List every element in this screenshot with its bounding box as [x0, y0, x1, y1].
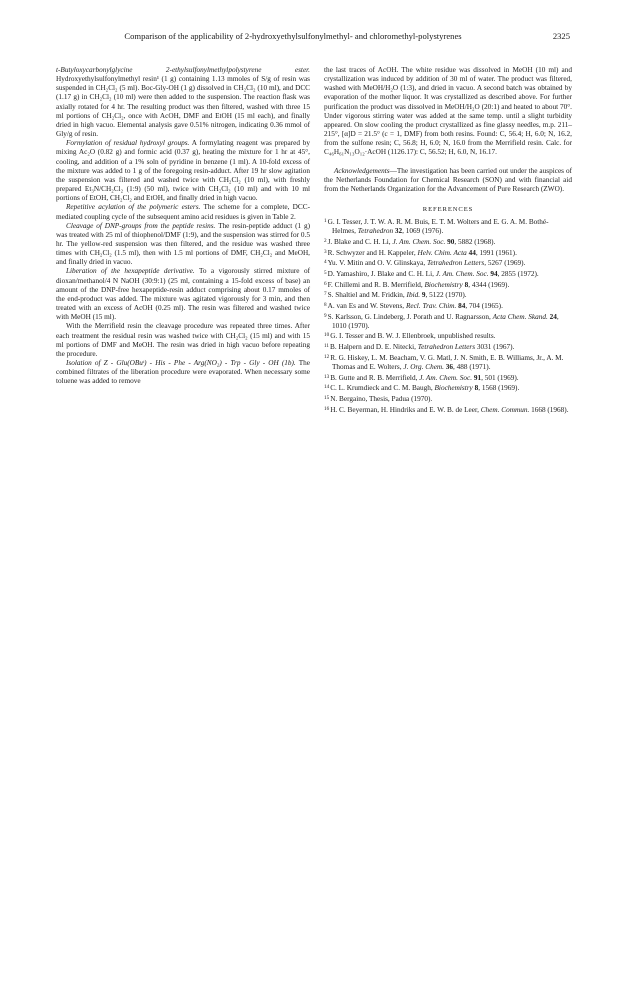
reference-item	[324, 269, 572, 279]
reference-journal: J. Am. Chem. Soc.	[392, 238, 446, 246]
paragraph-lead: Cleavage of DNP-groups from the peptide resins.	[66, 221, 216, 230]
reference-journal: Biochemistry	[434, 384, 473, 393]
paragraph-lead: Liberation of the hexapeptide derivative.	[66, 267, 195, 276]
paragraph-body: With the Merrifield resin the cleavage procedure was repeated three times. After each treatment the residual resin was washed twice with CH₂Cl₂ (15 ml) and with 15 ml portions of DMF and MeOH. The resin was dried in high vacuo before repeating the procedure.	[56, 322, 310, 358]
acknowledgements-lead: Acknowledgements	[334, 166, 390, 175]
reference-rest: , 704 (1965).	[465, 301, 503, 310]
body-paragraph	[56, 267, 310, 322]
reference-journal: Chem. Commun.	[480, 405, 530, 414]
reference-journal: J. Am. Chem. Soc.	[435, 269, 489, 278]
reference-n: 3	[324, 248, 327, 255]
reference-n: 6	[324, 280, 327, 287]
reference-volume: 9	[421, 291, 426, 300]
reference-volume: 91	[473, 373, 482, 382]
reference-n: 2	[324, 238, 327, 244]
reference-item	[324, 258, 572, 268]
reference-n: 13	[324, 373, 330, 380]
reference-rest: , 488 (1971).	[453, 362, 491, 371]
reference-authors: B. Gutte and R. B. Merrifield,	[330, 373, 420, 382]
body-paragraph	[56, 66, 310, 139]
reference-journal: J. Org. Chem.	[403, 362, 444, 371]
reference-item	[324, 290, 572, 300]
reference-journal: Acta Chem. Skand.	[492, 312, 548, 321]
reference-journal: Tetrahedron Letters	[426, 259, 485, 268]
reference-item	[324, 237, 572, 247]
reference-journal: Tetrahedron	[357, 227, 394, 236]
body-paragraph	[56, 139, 310, 203]
paragraph-body: A formylating reagent was prepared by mixing Ac₂O (0.82 g) and formic acid (0.37 g), heating the mixture for 1 hr at 45°, cooling, and addition of a 1% soln of pyridine in benzene (1 ml). A 10-fold excess of the mixture was added to 1 g of the foregoing resin-adduct. After 19 hr slow agitation the suspension was filtered and washed twice with CH₂Cl₂ (10 ml), with freshly prepared Et₃N/CH₂Cl₂ (1:9) (50 ml), twice with CH₂Cl₂ (10 ml) and with 10 ml portions of EtOH, CH₂Cl₂ and EtOH, and finally dried in high vacuo.	[56, 139, 310, 203]
reference-item	[324, 280, 572, 290]
reference-rest: , 1991 (1961).	[475, 248, 517, 257]
reference-authors: R. G. Hiskey, L. M. Beacham, V. G. Matl, J. N. Smith, E. B. Williams, Jr., A. M. Thomas and E. Wolters,	[330, 353, 564, 371]
reference-item	[324, 301, 572, 311]
paragraph-lead: Isolation of Z - Glu(OBuᵗ) - His - Phe - Arg(NO₂) - Trp - Gly - OH (1b).	[66, 359, 296, 367]
reference-authors: A. van Es and W. Stevens,	[327, 301, 406, 310]
reference-volume: 44	[468, 248, 476, 257]
reference-item	[324, 405, 572, 415]
reference-volume: 36	[445, 362, 454, 371]
reference-volume: 8	[464, 280, 469, 289]
body-paragraph	[56, 203, 310, 221]
reference-journal: Ibid.	[406, 291, 421, 300]
reference-rest: , 1010 (1970).	[332, 312, 559, 330]
reference-volume: 94	[490, 269, 498, 278]
reference-rest: 3031 (1967).	[475, 343, 515, 352]
reference-rest: , 4344 (1969).	[468, 280, 510, 289]
reference-journal: Biochemistry	[424, 280, 463, 289]
reference-item	[324, 373, 572, 383]
reference-authors: C. L. Krumdieck and C. M. Baugh,	[330, 384, 435, 393]
reference-volume: 32	[394, 227, 403, 236]
reference-authors: Yu. V. Mitin and O. V. Glinskaya,	[327, 259, 427, 268]
reference-authors: G. I. Tesser and B. W. J. Ellenbroek, unpublished results.	[330, 332, 496, 341]
reference-item	[324, 394, 572, 404]
reference-n: 8	[324, 301, 327, 308]
reference-item	[324, 312, 572, 331]
reference-journal: Recl. Trav. Chim.	[405, 301, 457, 310]
running-title: Comparison of the applicability of 2-hydroxyethylsulfonylmethyl- and chloromethyl-polystyrenes	[124, 31, 462, 41]
reference-authors: J. Blake and C. H. Li,	[327, 238, 393, 246]
reference-n: 16	[324, 405, 330, 412]
reference-rest: , 5122 (1970).	[425, 291, 467, 300]
paragraph-lead: Formylation of residual hydroxyl groups.	[66, 139, 190, 148]
reference-rest: , 2855 (1972).	[497, 269, 539, 278]
body-paragraph	[56, 222, 310, 268]
body-paragraph	[56, 359, 310, 386]
right-column	[324, 66, 572, 415]
reference-authors: F. Chillemi and R. B. Merrifield,	[327, 280, 425, 289]
reference-authors: S. Shaltiel and M. Fridkin,	[327, 291, 407, 300]
body-paragraph	[56, 322, 310, 359]
reference-authors: R. Schwyzer and H. Kappeler,	[327, 248, 418, 257]
reference-item	[324, 353, 572, 372]
running-header	[56, 31, 570, 45]
reference-n: 15	[324, 394, 330, 401]
paragraph-body: The resin-peptide adduct (1 g) was treated with 25 ml of thiophenol/DMF (1:9), and the suspension was stirred for 0.5 hr. The yellow-red suspension was then filtered, and the residue was washed three times with CH₂Cl₂ (1.5 ml), then with 1.5 ml portions of DMF, CH₂Cl₂ and MeOH, and finally dried in vacuo.	[56, 221, 310, 267]
page-number: 2325	[552, 31, 570, 41]
reference-rest: , 501 (1969).	[481, 373, 519, 382]
acknowledgements-paragraph	[324, 167, 572, 194]
acknowledgements-body: —The investigation has been carried out under the auspices of the Netherlands Foundation for Chemical Research (SON) and with financial aid from the Netherlands Organization for the Advancement of Pure Research (ZWO).	[324, 166, 572, 193]
reference-volume: 90	[447, 238, 455, 246]
reference-n: 14	[324, 384, 330, 391]
continuation-paragraph: the last traces of AcOH. The white residue was dissolved in MeOH (10 ml) and crystallization was induced by addition of 30 ml of water. The product was filtered, washed with MeOH/H₂O (1:3), and dried in vacuo. A second batch was obtained by evaporation of the mother liquor. It was crystallized as described above. For further purification the product was dissolved in MeOH/H₂O (20:1) and heated to about 70°. Under vigorous stirring water was added at the same temp. until a slight turbidity appeared. On slow cooling the product crystallized as fine glassy needles, m.p. 211–215°, [α]D = 21.5° (c = 1, DMF) from both resins. Found: C, 56.4; H, 6.0; N, 16.2, from the sulfone resin; C, 56.8; H, 6.0; N, 16.0 from the Merrifield resin. Calc. for C₄₆H₆₁N₁₃O₁₂·AcOH (1126.17): C, 56.52; H, 6.0, N, 16.17.	[324, 66, 572, 157]
reference-authors: S. Karlsson, G. Lindeberg, J. Porath and U. Ragnarsson,	[327, 312, 493, 321]
reference-authors: B. Halpern and D. E. Nitecki,	[330, 343, 418, 352]
reference-n: 9	[324, 312, 327, 319]
reference-rest: , 5267 (1969).	[484, 259, 526, 268]
reference-rest: , 5882 (1968).	[454, 238, 496, 246]
paragraph-body: Hydroxyethylsulfonylmethyl resin¹ (1 g) containing 1.13 mmoles of S/g of resin was suspended in CH₂Cl₂ (5 ml). Boc-Gly-OH (1 g) dissolved in CH₂Cl₂ (10 ml), and DCC (1.17 g) in CH₂Cl₂ (10 ml) were then added to the suspension. The reaction flask was axially rotated for 4 hr. The resulting product was then filtered, washed with three 15 ml portions of CH₂Cl₂, once with AcOH, DMF and EtOH (15 ml each), and finally dried in high vacuo. Elemental analysis gave 0.51% nitrogen, indicating 0.36 mmol of Gly/g of resin.	[56, 75, 310, 139]
paragraph-body: To a vigorously stirred mixture of dioxan/methanol/4 N NaOH (30:9:1) (25 ml, containing a 15-fold excess of base) an amount of the DNP-free hexapeptide-resin adduct comprising about 0.17 mmoles of the end-product was added. The mixture was agitated vigorously for 3 min, and then treated with an excess of AcOH (0.25 ml). The resin was filtered and washed twice with MeOH (15 ml).	[56, 267, 310, 322]
reference-rest: , 1069 (1976).	[402, 227, 444, 236]
paragraph-lead: Repetitive acylation of the polymeric esters.	[66, 203, 201, 212]
reference-n: 7	[324, 291, 327, 298]
reference-n: 11	[324, 343, 329, 350]
reference-volume: 8	[474, 384, 479, 393]
reference-authors: G. I. Tesser, J. T. W. A. R. M. Buis, E. T. M. Wolters and E. G. A. M. Bothé-Helmes,	[327, 218, 549, 236]
reference-n: 4	[324, 259, 327, 266]
reference-authors: H. C. Beyerman, H. Hindriks and E. W. B. de Leer,	[330, 405, 481, 414]
paragraph-lead: t-Butyloxycarbonylglycine 2-ethylsulfonylmethylpolystyrene ester.	[56, 66, 310, 74]
reference-authors: D. Yamashiro, J. Blake and C. H. Li,	[327, 269, 436, 278]
reference-item	[324, 342, 572, 352]
reference-volume: 24	[549, 312, 557, 321]
reference-volume: 84	[458, 301, 466, 310]
reference-item	[324, 383, 572, 393]
reference-item	[324, 217, 572, 236]
paragraph-body: The scheme for a complete, DCC-mediated coupling cycle of the subsequent amino acid residues is given in Table 2.	[56, 203, 310, 221]
reference-list	[324, 217, 572, 414]
reference-n: 12	[324, 353, 330, 360]
reference-authors: N. Bergaino, Thesis, Padua (1970).	[330, 394, 433, 403]
reference-journal: J. Am. Chem. Soc.	[419, 373, 473, 382]
reference-n: 1	[324, 218, 327, 225]
references-heading: REFERENCES	[422, 206, 474, 214]
reference-n: 10	[324, 332, 330, 339]
paragraph-body: The combined filtrates of the liberation procedure were evaporated. When necessary some toluene was added to remove	[56, 359, 310, 386]
reference-journal: Tetrahedron Letters	[417, 343, 476, 352]
left-column	[56, 66, 310, 386]
reference-rest: , 1568 (1969).	[478, 384, 520, 393]
reference-journal: Helv. Chim. Acta	[417, 248, 467, 257]
reference-rest: 1668 (1968).	[529, 405, 569, 414]
reference-item	[324, 248, 572, 258]
reference-item	[324, 331, 572, 341]
reference-n: 5	[324, 269, 327, 276]
